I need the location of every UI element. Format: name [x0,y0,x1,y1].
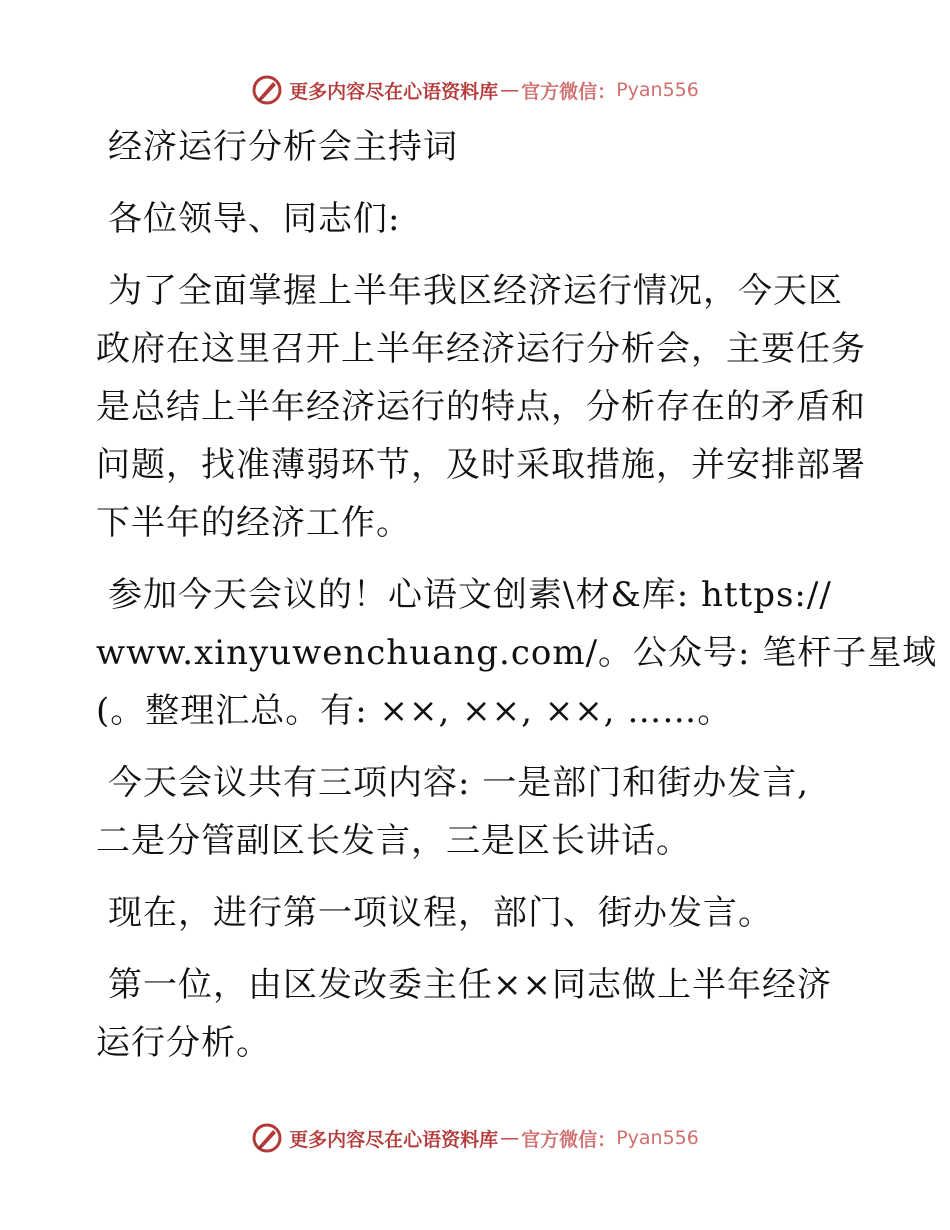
paragraph-line: 为了全面掌握上半年我区经济运行情况，今天区 [108,271,843,311]
document-body [96,118,938,1072]
paragraph-line: 下半年的经济工作。 [96,503,411,543]
footer-sub-text: 官方微信： [521,1128,617,1151]
footer-dash: — [500,1127,520,1149]
paragraph-2 [96,566,938,740]
paragraph-line: 运行分析。 [96,1023,271,1063]
header-brand-text: 更多内容尽在心语资料库 [289,80,499,103]
paragraph-1 [96,262,866,552]
paragraph-5 [96,956,866,1072]
quill-pen-circle-icon [251,1122,283,1154]
paragraph-3 [96,754,866,870]
paragraph-line: 问题，找准薄弱环节，及时采取措施，并安排部署 [96,445,866,485]
paragraph-line: 第一位，由区发改委主任××同志做上半年经济 [108,965,832,1005]
paragraph-line: (。整理汇总。有: ××, ××, ××, ……。 [96,691,733,731]
quill-pen-circle-icon [251,74,283,106]
footer-brand-text: 更多内容尽在心语资料库 [289,1128,499,1151]
paragraph-line: 政府在这里召开上半年经济运行分析会，主要任务 [96,329,866,369]
paragraph-4 [96,884,866,942]
header-dash: — [500,79,520,101]
paragraph-line: 二是分管副区长发言，三是区长讲话。 [96,821,691,861]
greeting: 各位领导、同志们: [108,199,401,239]
paragraph-line: 今天会议共有三项内容: 一是部门和街办发言, [108,763,810,803]
paragraph-line: 是总结上半年经济运行的特点，分析存在的矛盾和 [96,387,866,427]
header-banner [0,70,950,110]
header-sub-text: 官方微信： [521,80,617,103]
paragraph-line: 参加今天会议的！心语文创素\材&库: https:// [108,575,832,615]
footer-handle: Pyan556 [616,1127,699,1149]
paragraph-line: www.xinyuwenchuang.com/。公众号: 笔杆子星域 [96,633,938,673]
paragraph-line: 现在，进行第一项议程，部门、街办发言。 [108,893,773,933]
footer-banner [0,1118,950,1158]
header-handle: Pyan556 [616,79,699,101]
document-title: 经济运行分析会主持词 [108,127,458,167]
